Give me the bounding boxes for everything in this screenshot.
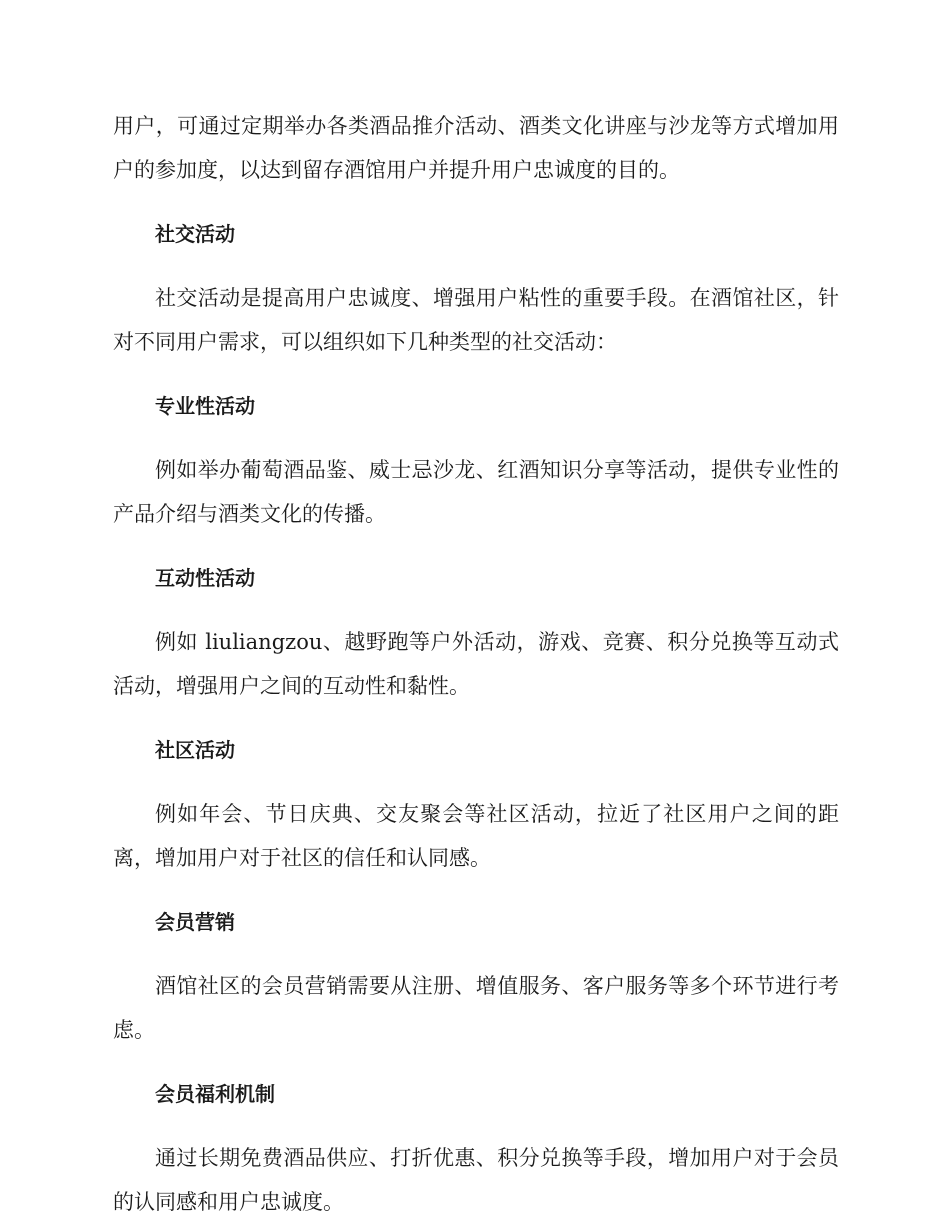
document-body <box>113 104 839 1224</box>
paragraph-community-activities: 例如年会、节日庆典、交友聚会等社区活动，拉近了社区用户之间的距离，增加用户对于社区的信任和认同感。 <box>113 802 839 870</box>
paragraph-interactive-activities: 例如 liuliangzou、越野跑等户外活动，游戏、竞赛、积分兑换等互动式活动，增强用户之间的互动性和黏性。 <box>113 630 839 698</box>
heading-community-activities: 社区活动 <box>155 738 235 762</box>
heading-member-benefits: 会员福利机制 <box>155 1082 275 1106</box>
paragraph-social-activities: 社交活动是提高用户忠诚度、增强用户粘性的重要手段。在酒馆社区，针对不同用户需求，可以组织如下几种类型的社交活动： <box>113 286 839 354</box>
heading-professional-activities: 专业性活动 <box>155 394 255 418</box>
paragraph-intro: 用户，可通过定期举办各类酒品推介活动、酒类文化讲座与沙龙等方式增加用户的参加度，以达到留存酒馆用户并提升用户忠诚度的目的。 <box>113 114 839 182</box>
heading-interactive-activities: 互动性活动 <box>155 566 255 590</box>
paragraph-member-benefits: 通过长期免费酒品供应、打折优惠、积分兑换等手段，增加用户对于会员的认同感和用户忠诚度。 <box>113 1146 839 1214</box>
heading-social-activities: 社交活动 <box>155 222 235 246</box>
paragraph-member-marketing: 酒馆社区的会员营销需要从注册、增值服务、客户服务等多个环节进行考虑。 <box>113 974 839 1042</box>
paragraph-professional-activities: 例如举办葡萄酒品鉴、威士忌沙龙、红酒知识分享等活动，提供专业性的产品介绍与酒类文化的传播。 <box>113 458 839 526</box>
heading-member-marketing: 会员营销 <box>155 910 235 934</box>
